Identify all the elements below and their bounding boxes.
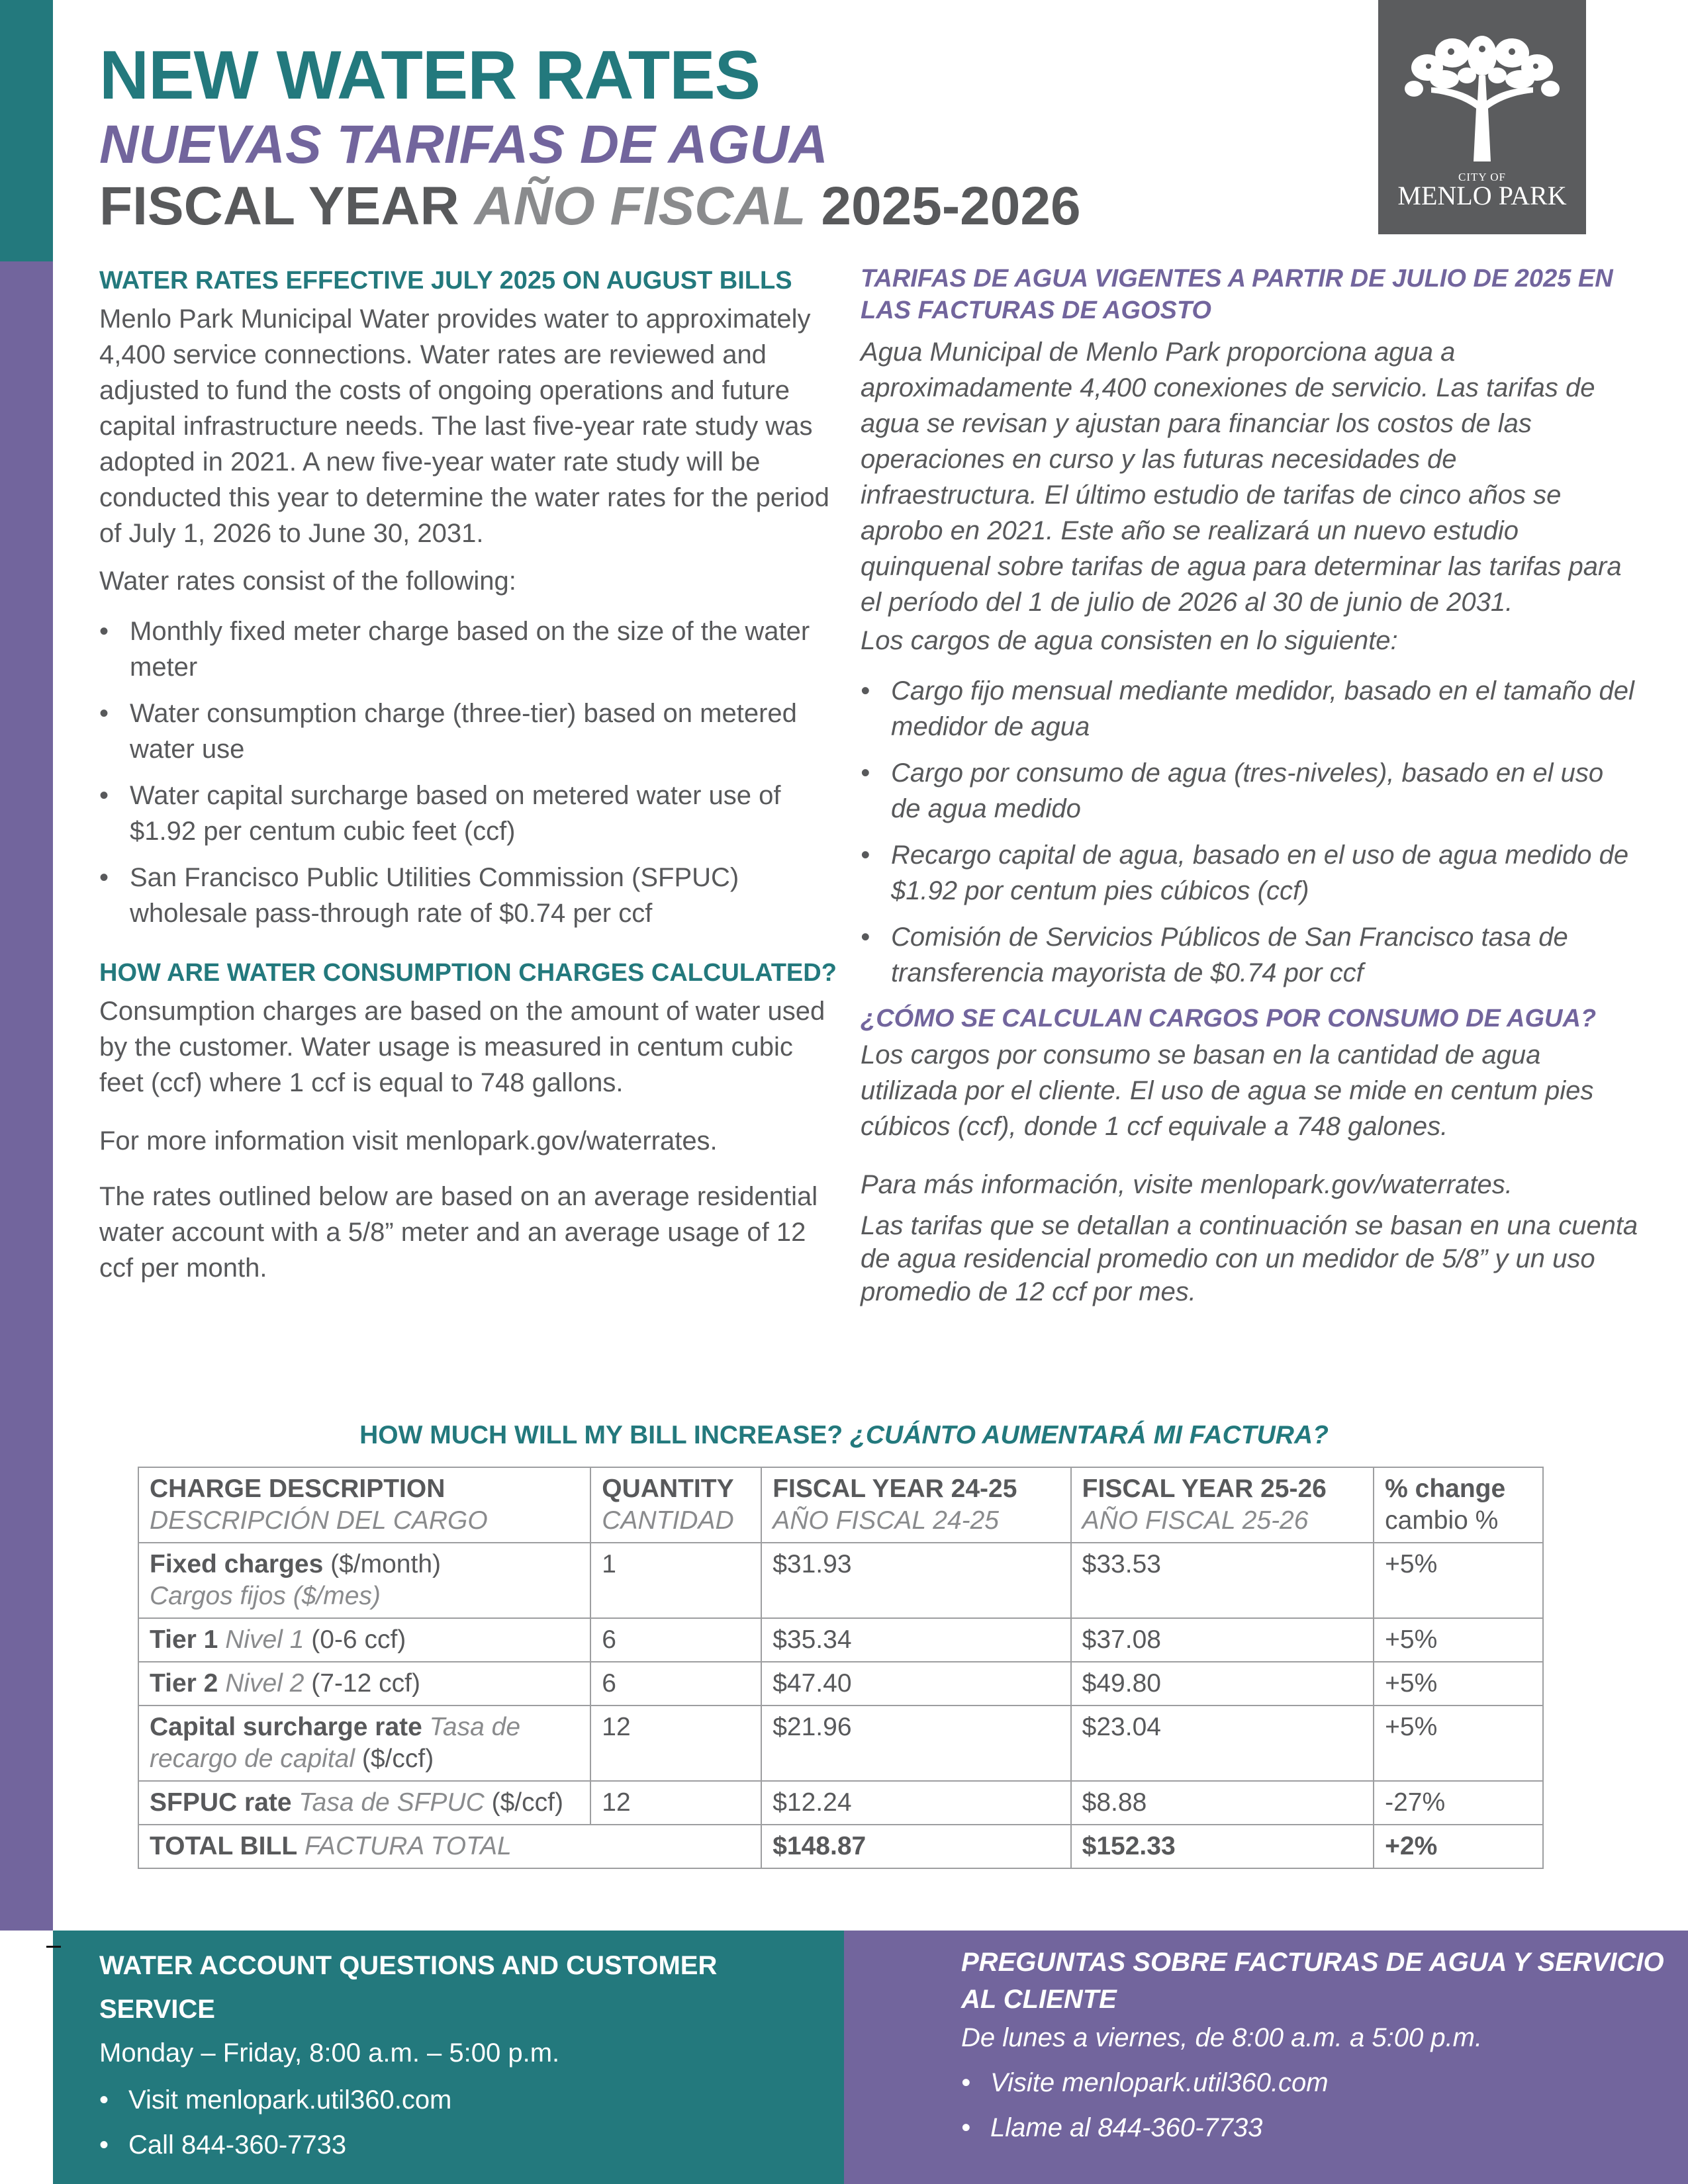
fiscal-year-en: FISCAL YEAR: [99, 176, 459, 236]
spanish-heading-effective: TARIFAS DE AGUA VIGENTES A PARTIR DE JULIO DE 2025 EN LAS FACTURAS DE AGOSTO: [861, 265, 1613, 324]
title-spanish: NUEVAS TARIFAS DE AGUA: [99, 114, 828, 175]
list-item: • Water consumption charge (three-tier) based on metered water use: [99, 696, 841, 767]
header-charge-description: CHARGE DESCRIPTION DESCRIPCIÓN DEL CARGO: [138, 1467, 590, 1543]
footer-en-visit-link[interactable]: • Visit menlopark.util360.com: [99, 2077, 827, 2122]
footer-es-phone[interactable]: • Llame al 844-360-7733: [961, 2105, 1676, 2150]
footer-en-heading: WATER ACCOUNT QUESTIONS AND CUSTOMER SERVICE: [99, 1951, 718, 2024]
row-fixed-charges-label: Fixed charges ($/month) Cargos fijos ($/mes): [138, 1543, 590, 1618]
spanish-consist: Los cargos de agua consisten en lo siguiente:: [861, 626, 1398, 655]
footer-es-visit-link[interactable]: • Visite menlopark.util360.com: [961, 2060, 1676, 2105]
header-quantity: QUANTITY CANTIDAD: [590, 1467, 761, 1543]
row-capital-surcharge-label: Capital surcharge rate Tasa de recargo de capital ($/ccf): [138, 1706, 590, 1781]
row-fy-25-26: $8.88: [1071, 1781, 1374, 1825]
title-english: NEW WATER RATES: [99, 37, 760, 114]
list-item: • Water capital surcharge based on metered water use of $1.92 per centum cubic feet (ccf): [99, 778, 841, 849]
spanish-intro: Agua Municipal de Menlo Park proporciona agua a aproximadamente 4,400 conexiones de servicio. Las tarifas de agua se revisan y ajustan para financiar los costos de las operaciones en curso y las futuras necesidades de infraestructura. El último estudio de tarifas de cinco años se aprobo en 2021. Este año se realizará un nuevo estudio quinquenal sobre tarifas de agua para determinar las tarifas para el período del 1 de julio de 2026 al 30 de junio de 2031.: [861, 338, 1622, 617]
english-column: [99, 261, 841, 1298]
total-change: +2%: [1374, 1825, 1543, 1868]
table-title: [0, 1421, 1688, 1450]
list-item: • Cargo por consumo de agua (tres-niveles), basado en el uso de agua medido: [861, 755, 1638, 827]
footer-en-phone[interactable]: • Call 844-360-7733: [99, 2122, 827, 2167]
spanish-more-info: Para más información, visite menlopark.gov/waterrates.: [861, 1170, 1513, 1199]
row-tier-1-label: Tier 1 Nivel 1 (0-6 ccf): [138, 1618, 590, 1662]
footer-dash-mark: [46, 1946, 61, 1948]
row-fy-24-25: $12.24: [761, 1781, 1070, 1825]
table-header-row: [138, 1467, 1543, 1543]
header-fy-24-25: FISCAL YEAR 24-25 AÑO FISCAL 24-25: [761, 1467, 1070, 1543]
english-basis: The rates outlined below are based on an average residential water account with a 5/8” meter and an average usage of 12 ccf per month.: [99, 1182, 818, 1283]
table-title-en: HOW MUCH WILL MY BILL INCREASE?: [359, 1421, 843, 1449]
row-fy-24-25: $35.34: [761, 1618, 1070, 1662]
spanish-column: [861, 261, 1638, 1320]
list-item: • Cargo fijo mensual mediante medidor, basado en el tamaño del medidor de agua: [861, 673, 1638, 745]
list-item: • Recargo capital de agua, basado en el uso de agua medido de $1.92 por centum pies cúbicos (ccf): [861, 837, 1638, 909]
table-row: [138, 1781, 1543, 1825]
footer-en-hours: Monday – Friday, 8:00 a.m. – 5:00 p.m.: [99, 2038, 560, 2068]
table-total-row: [138, 1825, 1543, 1868]
logo-city-of: CITY OF: [1458, 171, 1506, 183]
header-fy-25-26: FISCAL YEAR 25-26 AÑO FISCAL 25-26: [1071, 1467, 1374, 1543]
row-fy-24-25: $21.96: [761, 1706, 1070, 1781]
english-rate-list: [99, 614, 841, 931]
left-accent-bar-purple: [0, 261, 53, 1931]
fiscal-year-es: AÑO FISCAL: [474, 176, 806, 236]
english-intro: Menlo Park Municipal Water provides water to approximately 4,400 service connections. Water rates are reviewed and adjusted to fund the costs of ongoing operations and future capital infrastructure needs. The last five-year rate study was adopted in 2021. A new five-year water rate study will be conducted this year to determine the water rates for the period of July 1, 2026 to June 30, 2031.: [99, 304, 829, 548]
row-quantity: 6: [590, 1662, 761, 1706]
row-change: -27%: [1374, 1781, 1543, 1825]
english-consumption: Consumption charges are based on the amount of water used by the customer. Water usage is measured in centum cubic feet (ccf) where 1 ccf is equal to 748 gallons.: [99, 997, 825, 1097]
oak-tree-icon: [1405, 29, 1560, 161]
footer-english: [53, 1931, 844, 2184]
spanish-heading-calculation: ¿CÓMO SE CALCULAN CARGOS POR CONSUMO DE AGUA?: [861, 1005, 1597, 1032]
row-quantity: 6: [590, 1618, 761, 1662]
total-label: TOTAL BILL FACTURA TOTAL: [138, 1825, 761, 1868]
list-item: • Monthly fixed meter charge based on the size of the water meter: [99, 614, 841, 685]
english-more-info: For more information visit menlopark.gov/waterrates.: [99, 1126, 718, 1156]
english-heading-effective: WATER RATES EFFECTIVE JULY 2025 ON AUGUST BILLS: [99, 267, 792, 295]
table-title-es: ¿CUÁNTO AUMENTARÁ MI FACTURA?: [850, 1421, 1329, 1449]
spanish-rate-list: [861, 673, 1638, 991]
table-row: [138, 1543, 1543, 1618]
total-fy-25-26: $152.33: [1071, 1825, 1374, 1868]
row-fy-25-26: $23.04: [1071, 1706, 1374, 1781]
row-quantity: 12: [590, 1781, 761, 1825]
row-change: +5%: [1374, 1618, 1543, 1662]
row-fy-24-25: $31.93: [761, 1543, 1070, 1618]
row-change: +5%: [1374, 1543, 1543, 1618]
fiscal-year-title: [99, 176, 1081, 236]
table-row: [138, 1706, 1543, 1781]
english-heading-calculation: HOW ARE WATER CONSUMPTION CHARGES CALCULATED?: [99, 959, 837, 987]
list-item: • San Francisco Public Utilities Commission (SFPUC) wholesale pass-through rate of $0.74 per ccf: [99, 860, 841, 931]
row-fy-25-26: $37.08: [1071, 1618, 1374, 1662]
row-fy-24-25: $47.40: [761, 1662, 1070, 1706]
footer-es-list: [961, 2060, 1676, 2150]
fiscal-year-range: 2025-2026: [821, 176, 1081, 236]
row-change: +5%: [1374, 1706, 1543, 1781]
row-tier-2-label: Tier 2 Nivel 2 (7-12 ccf): [138, 1662, 590, 1706]
row-quantity: 12: [590, 1706, 761, 1781]
logo-name: MENLO PARK: [1397, 181, 1567, 210]
table-row: [138, 1662, 1543, 1706]
rates-table: [138, 1467, 1544, 1869]
header-percent-change: % change cambio %: [1374, 1467, 1543, 1543]
total-fy-24-25: $148.87: [761, 1825, 1070, 1868]
spanish-basis: Las tarifas que se detallan a continuación se basan en una cuenta de agua residencial promedio con un medidor de 5/8” y un uso promedio de 12 ccf por mes.: [861, 1211, 1638, 1306]
footer-es-heading: PREGUNTAS SOBRE FACTURAS DE AGUA Y SERVICIO AL CLIENTE: [961, 1948, 1664, 2014]
list-item: • Comisión de Servicios Públicos de San Francisco tasa de transferencia mayorista de $0.74 por ccf: [861, 919, 1638, 991]
row-fy-25-26: $33.53: [1071, 1543, 1374, 1618]
row-change: +5%: [1374, 1662, 1543, 1706]
left-accent-bar-teal: [0, 0, 53, 261]
row-sfpuc-label: SFPUC rate Tasa de SFPUC ($/ccf): [138, 1781, 590, 1825]
row-quantity: 1: [590, 1543, 761, 1618]
footer-spanish: [844, 1931, 1688, 2184]
footer-es-hours: De lunes a viernes, de 8:00 a.m. a 5:00 p.m.: [961, 2023, 1483, 2052]
spanish-consumption: Los cargos por consumo se basan en la cantidad de agua utilizada por el cliente. El uso de agua se mide en centum pies cúbicos (ccf), donde 1 ccf equivale a 748 galones.: [861, 1040, 1594, 1141]
row-fy-25-26: $49.80: [1071, 1662, 1374, 1706]
footer-en-list: [99, 2077, 827, 2167]
table-row: [138, 1618, 1543, 1662]
english-consist: Water rates consist of the following:: [99, 567, 516, 596]
menlo-park-logo: [1378, 0, 1586, 234]
